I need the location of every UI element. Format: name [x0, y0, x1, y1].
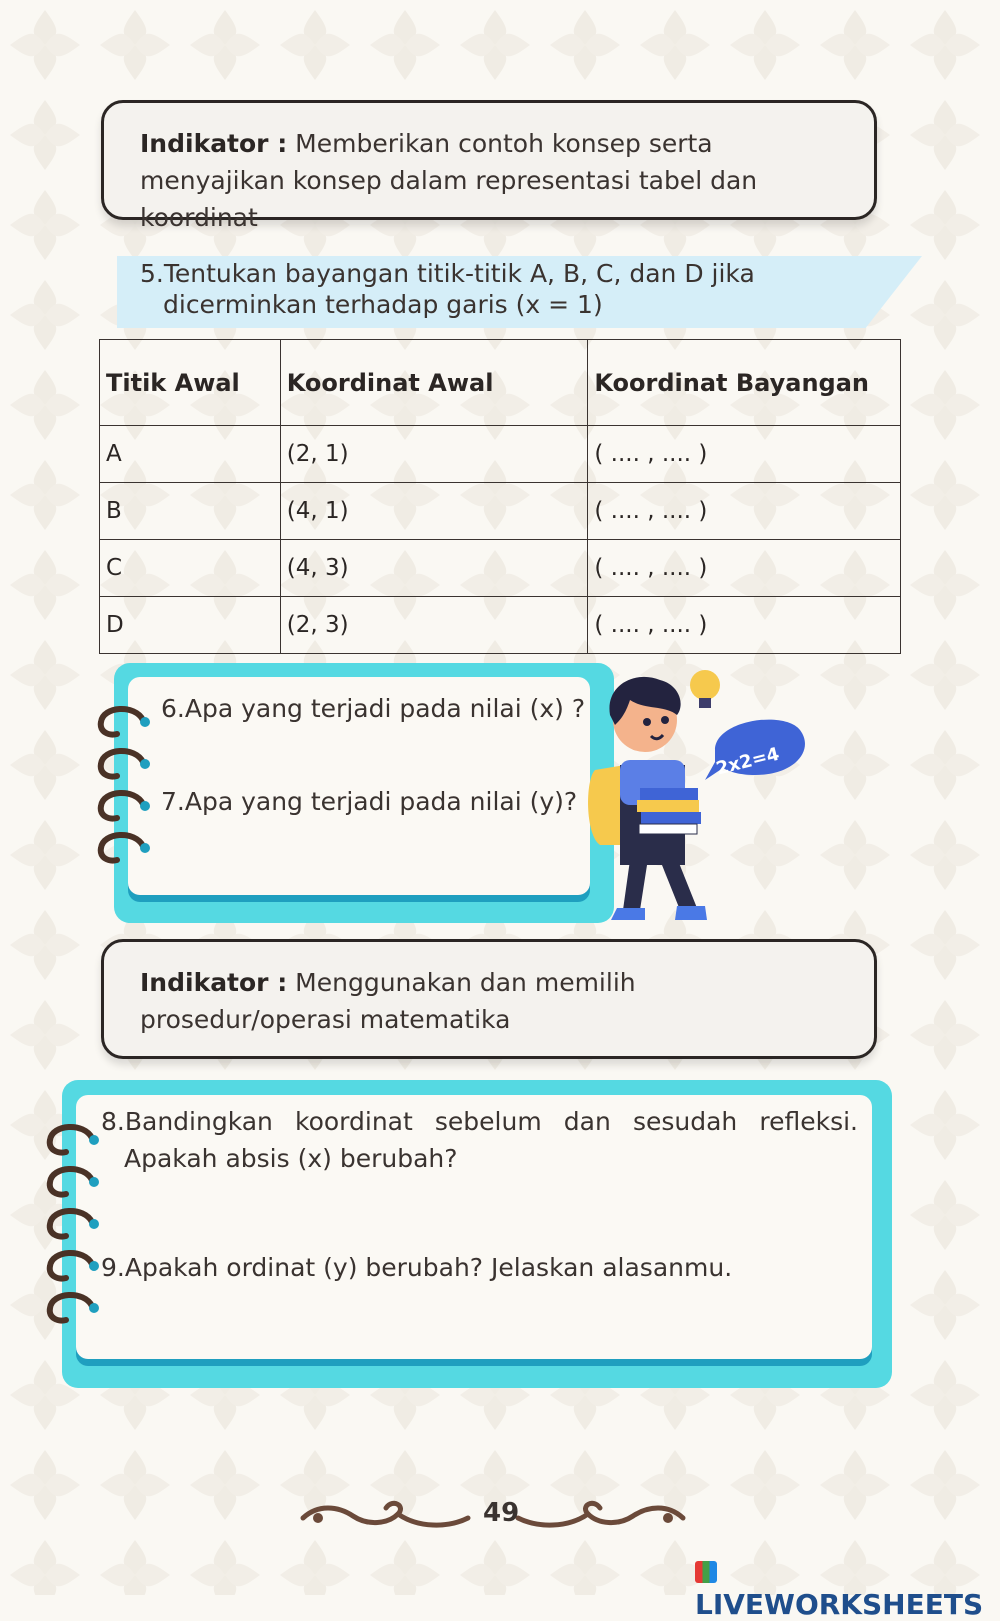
cell-point: A: [100, 426, 281, 483]
table-row: [100, 426, 901, 483]
indicator-text: Memberikan contoh konsep serta menyajikan konsep dalam representasi tabel dan koordinat: [140, 129, 758, 232]
question-9: 9.Apakah ordinat (y) berubah? Jelaskan alasanmu.: [101, 1253, 733, 1282]
reflection-table: [99, 339, 901, 654]
cell-coord: (2, 3): [280, 597, 588, 654]
table-row: [100, 540, 901, 597]
indicator-box-1: [101, 100, 877, 232]
table-row: [100, 483, 901, 540]
header-titik-awal: Titik Awal: [100, 340, 281, 426]
student-illustration-icon: [585, 670, 815, 925]
question-5-number: 5.: [140, 259, 164, 288]
answer-cell[interactable]: ( .... , .... ): [588, 540, 901, 597]
header-koordinat-bayangan: Koordinat Bayangan: [588, 340, 901, 426]
bubble-text: 2x2=4: [714, 743, 782, 780]
liveworksheets-logo-icon: [695, 1561, 717, 1583]
cell-point: C: [100, 540, 281, 597]
spiral-binding-icon: [95, 700, 155, 870]
question-8-line1: 8.Bandingkan koordinat sebelum dan sesudah refleksi.: [101, 1107, 858, 1136]
liveworksheets-watermark: [695, 1555, 1000, 1621]
answer-cell[interactable]: ( .... , .... ): [588, 426, 901, 483]
page-number: 49: [483, 1498, 520, 1528]
answer-cell[interactable]: ( .... , .... ): [588, 597, 901, 654]
cell-coord: (2, 1): [280, 426, 588, 483]
header-koordinat-awal: Koordinat Awal: [280, 340, 588, 426]
indicator-label: Indikator :: [140, 968, 288, 997]
question-5-line1: Tentukan bayangan titik-titik A, B, C, dan D jika: [163, 259, 755, 288]
table-row: [100, 597, 901, 654]
cell-point: D: [100, 597, 281, 654]
spiral-binding-icon: [44, 1118, 104, 1333]
table-header-row: [100, 340, 901, 426]
question-5: [140, 258, 755, 320]
indicator-label: Indikator :: [140, 129, 288, 158]
question-7: 7.Apa yang terjadi pada nilai (y)?: [161, 787, 578, 816]
answer-cell[interactable]: ( .... , .... ): [588, 483, 901, 540]
cell-point: B: [100, 483, 281, 540]
question-6: 6.Apa yang terjadi pada nilai (x) ?: [161, 694, 586, 723]
cell-coord: (4, 3): [280, 540, 588, 597]
question-8-line2: Apakah absis (x) berubah?: [124, 1144, 458, 1173]
question-5-line2: dicerminkan terhadap garis (x = 1): [163, 290, 603, 319]
cell-coord: (4, 1): [280, 483, 588, 540]
indicator-box-2: [101, 939, 877, 1059]
watermark-text: LIVEWORKSHEETS: [695, 1588, 984, 1621]
indicator-text: Menggunakan dan memilih prosedur/operasi matematika: [140, 968, 636, 1034]
